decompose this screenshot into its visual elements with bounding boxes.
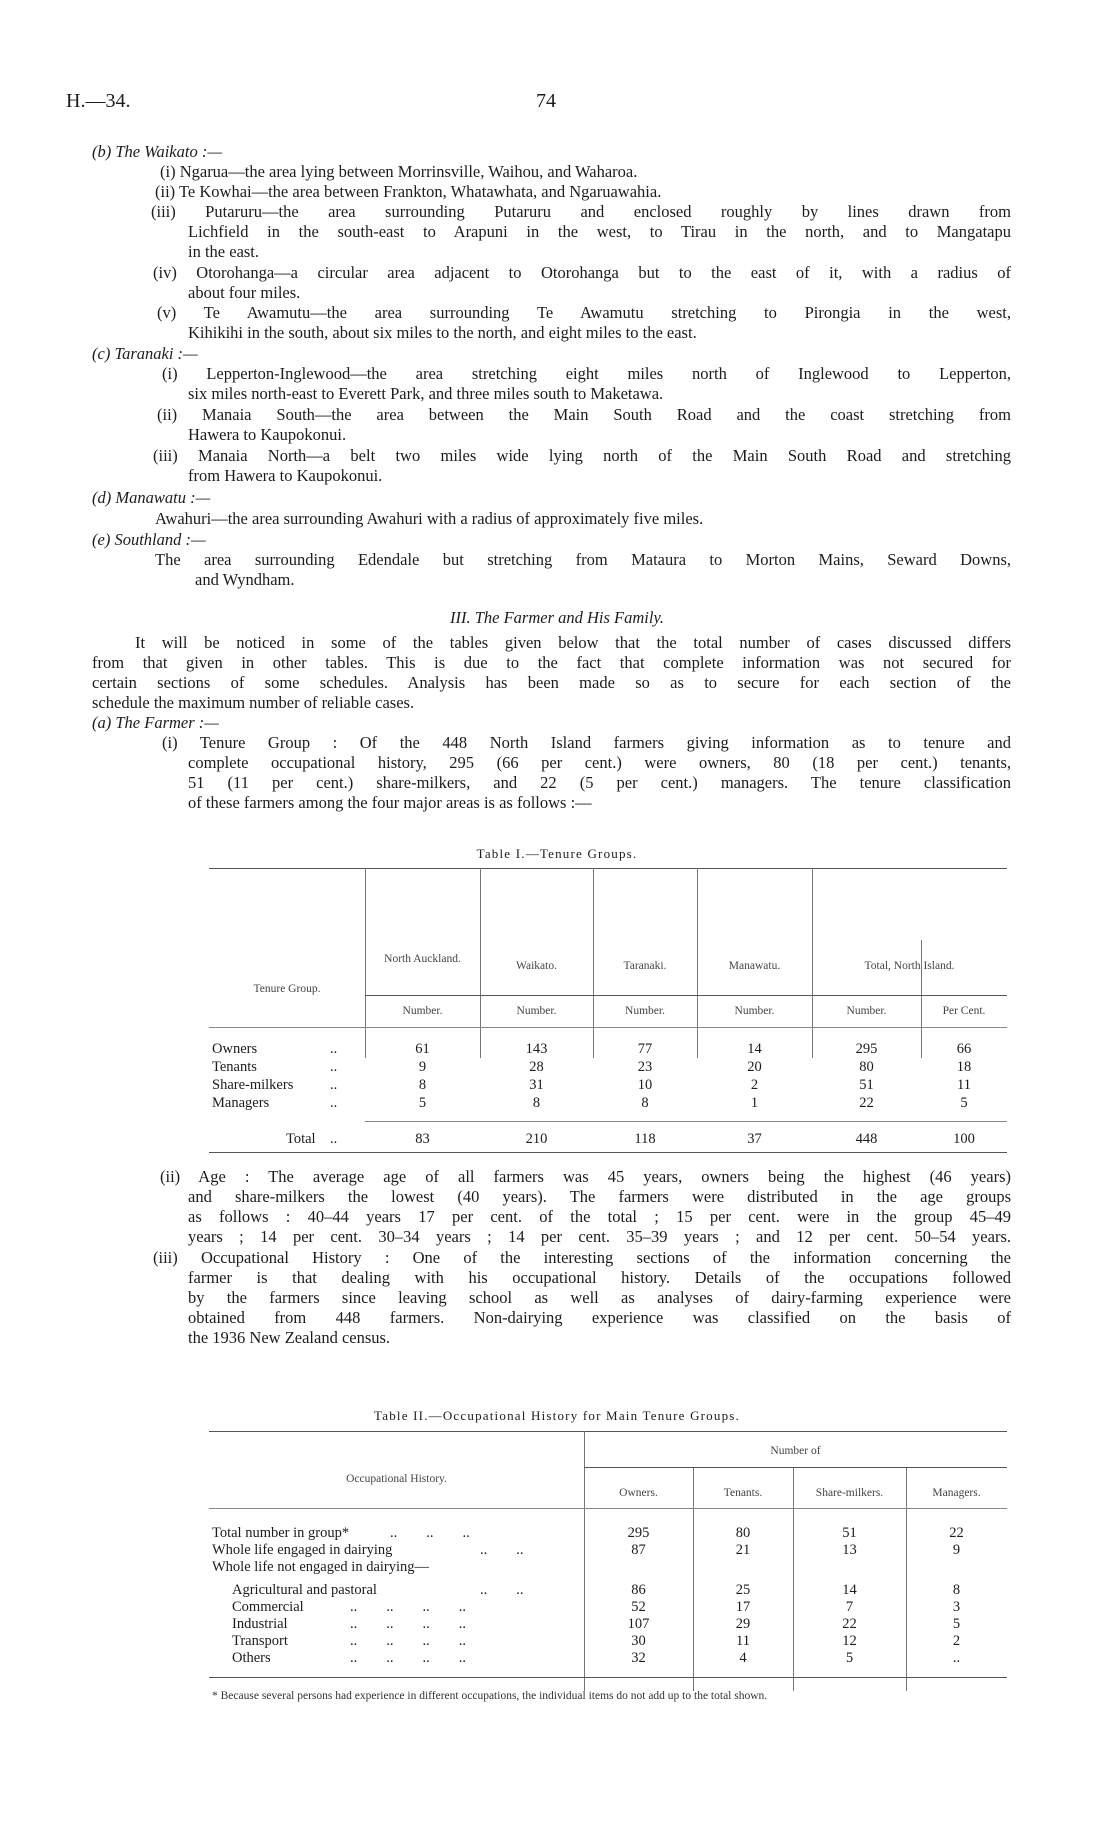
table-rule [209, 1027, 1007, 1028]
row-label: Owners [212, 1041, 258, 1057]
table-cell: 37 [747, 1131, 762, 1147]
row-label: Commercial [232, 1599, 304, 1615]
table-cell: 295 [855, 1041, 878, 1057]
waikato-heading: (b) The Waikato :— [92, 142, 223, 161]
table-rule [584, 1467, 1007, 1468]
occupation-paragraph-line: the 1936 New Zealand census. [188, 1328, 391, 1347]
table1-subheader: Number. [516, 1005, 557, 1017]
table-cell: 51 [859, 1077, 874, 1093]
report-reference: H.—34. [66, 90, 131, 112]
table-rule [209, 1677, 1007, 1678]
row-label: Managers [212, 1095, 270, 1111]
waikato-item: (ii) Te Kowhai—the area between Frankton, Whatawhata, and Ngaruawahia. [155, 182, 662, 201]
taranaki-item: from Hawera to Kaupokonui. [188, 466, 383, 485]
table1-header-tenure: Tenure Group. [253, 983, 321, 995]
table-cell: 10 [637, 1077, 653, 1093]
table-cell: 9 [952, 1542, 961, 1558]
section-title-text: III. The Farmer and His Family. [449, 608, 665, 627]
table-cell: 8 [641, 1095, 649, 1111]
table-cell: 80 [735, 1525, 751, 1541]
table-cell: 107 [627, 1616, 650, 1632]
table-cell: 28 [529, 1059, 544, 1075]
table-cell: 18 [956, 1059, 972, 1075]
table-cell: 100 [953, 1131, 975, 1147]
table2-subheader: Tenants. [723, 1487, 763, 1499]
age-paragraph-line: (ii) Age : The average age of all farmers was 45 years, owners being the highest (46 years) [160, 1167, 1011, 1186]
southland-text: The area surrounding Edendale but stretching from Mataura to Morton Mains, Seward Downs, [155, 550, 1011, 569]
table-cell: 20 [747, 1059, 762, 1075]
table-rule [365, 1121, 1007, 1122]
leader-dots: .. [330, 1095, 338, 1111]
table-cell: 23 [637, 1059, 653, 1075]
table-cell: 12 [842, 1633, 857, 1649]
leader-dots: .. .. .. .. [350, 1599, 466, 1615]
waikato-item: (iv) Otorohanga—a circular area adjacent to Otorohanga but to the east of it, with a radius of [153, 263, 1011, 282]
table-cell: 7 [845, 1599, 854, 1615]
occupation-paragraph-line: (iii) Occupational History : One of the interesting sections of the information concerning the [153, 1248, 1011, 1267]
table-cell: 17 [735, 1599, 751, 1615]
leader-dots: .. .. [480, 1582, 524, 1598]
row-label: Share-milkers [212, 1077, 294, 1093]
row-label: Industrial [232, 1616, 288, 1632]
table2-header-left: Occupational History. [346, 1473, 447, 1485]
table-cell: 1 [750, 1095, 759, 1111]
table-cell: 2 [750, 1077, 759, 1093]
leader-dots: .. [330, 1131, 338, 1147]
waikato-item: (v) Te Awamutu—the area surrounding Te Awamutu stretching to Pirongia in the west, [157, 303, 1011, 322]
table1-subheader: Number. [625, 1005, 665, 1017]
table-cell: 22 [859, 1095, 874, 1111]
taranaki-heading: (c) Taranaki :— [92, 344, 198, 363]
waikato-item: in the east. [188, 242, 260, 261]
table-cell: 22 [949, 1525, 964, 1541]
tenure-paragraph-line: of these farmers among the four major areas is as follows :— [188, 793, 592, 812]
waikato-item: (iii) Putaruru—the area surrounding Putaruru and enclosed roughly by lines drawn from [151, 202, 1011, 221]
waikato-item: Lichfield in the south-east to Arapuni in the west, to Tirau in the north, and to Mangatapu [188, 222, 1011, 241]
waikato-item: Kihikihi in the south, about six miles to the north, and eight miles to the east. [188, 323, 697, 342]
leader-dots: .. .. .. .. [350, 1650, 466, 1666]
table-cell: 14 [747, 1041, 762, 1057]
waikato-item: about four miles. [188, 283, 301, 302]
table-cell: 86 [631, 1582, 646, 1598]
table-cell: 22 [842, 1616, 857, 1632]
occupation-paragraph-line: farmer is that dealing with his occupational history. Details of the occupations followed [188, 1268, 1011, 1287]
table-cell: 2 [952, 1633, 961, 1649]
table-cell: 8 [532, 1095, 541, 1111]
section-title [0, 608, 1114, 628]
table-cell: 4 [739, 1650, 747, 1666]
waikato-item: (i) Ngarua—the area lying between Morrinsville, Waihou, and Waharoa. [160, 162, 638, 181]
table-rule [209, 1152, 1007, 1153]
table1-subheader: Per Cent. [942, 1005, 986, 1017]
table-cell: 8 [952, 1582, 961, 1598]
row-label: Total number in group* [212, 1525, 350, 1541]
row-label: Whole life not engaged in dairying— [212, 1559, 430, 1575]
taranaki-item: (i) Lepperton-Inglewood—the area stretching eight miles north of Inglewood to Lepperton, [162, 364, 1011, 383]
age-paragraph-line: as follows : 40–44 years 17 per cent. of the total ; 15 per cent. were in the group 45–49 [188, 1207, 1011, 1226]
taranaki-item: (iii) Manaia North—a belt two miles wide lying north of the Main South Road and stretching [153, 446, 1011, 465]
table1-header-col: Taranaki. [623, 960, 667, 972]
page-number: 74 [536, 90, 556, 112]
table2-caption: Table II.—Occupational History for Main Tenure Groups. [374, 1408, 740, 1423]
table2-subheader: Owners. [619, 1487, 658, 1499]
intro-paragraph-line: schedule the maximum number of reliable cases. [92, 693, 415, 712]
leader-dots: .. .. [480, 1542, 524, 1558]
tenure-paragraph-line: 51 (11 per cent.) share-milkers, and 22 (5 per cent.) managers. The tenure classification [188, 773, 1011, 792]
table-cell: 14 [842, 1582, 857, 1598]
table-rule [209, 1431, 1007, 1432]
leader-dots: .. [330, 1059, 338, 1075]
table-cell: 30 [631, 1633, 646, 1649]
leader-dots: .. [330, 1077, 338, 1093]
manawatu-text: Awahuri—the area surrounding Awahuri with a radius of approximately five miles. [155, 509, 704, 528]
table-cell: 11 [957, 1077, 971, 1093]
table-cell: 118 [634, 1131, 656, 1147]
table-cell: 5 [418, 1095, 427, 1111]
table-cell: 83 [415, 1131, 430, 1147]
row-label: Whole life engaged in dairying [212, 1542, 393, 1558]
table1-header-col: Manawatu. [728, 960, 781, 972]
intro-paragraph-line: It will be noticed in some of the tables given below that the total number of cases discussed differs [135, 633, 1011, 652]
table-cell: 61 [415, 1041, 430, 1057]
row-label: Agricultural and pastoral [232, 1582, 377, 1598]
table-cell: 80 [859, 1059, 874, 1075]
table1-caption: Table I.—Tenure Groups. [476, 846, 638, 861]
occupation-paragraph-line: obtained from 448 farmers. Non-dairying experience was classified on the basis of [188, 1308, 1011, 1327]
table-cell: 11 [736, 1633, 750, 1649]
table-cell: 8 [418, 1077, 427, 1093]
table1-subheader: Number. [734, 1005, 775, 1017]
table-cell: 143 [525, 1041, 548, 1057]
row-label: Others [232, 1650, 271, 1666]
table-cell: 32 [631, 1650, 646, 1666]
table-cell: .. [952, 1650, 961, 1666]
row-label: Transport [232, 1633, 288, 1649]
table-cell: 51 [842, 1525, 857, 1541]
leader-dots: .. .. .. .. [350, 1633, 466, 1649]
table1-subheader: Number. [846, 1005, 887, 1017]
manawatu-heading: (d) Manawatu :— [92, 488, 211, 507]
table-cell: 210 [525, 1131, 548, 1147]
table-cell: 448 [855, 1131, 878, 1147]
table1-header-col: North Auckland. [384, 953, 461, 965]
table-cell: 31 [529, 1077, 544, 1093]
table1-subheader: Number. [402, 1005, 443, 1017]
leader-dots: .. .. .. [390, 1525, 470, 1541]
leader-dots: .. [330, 1041, 338, 1057]
table2-subheader: Share-milkers. [815, 1487, 884, 1499]
table-cell: 52 [631, 1599, 646, 1615]
southland-text: and Wyndham. [195, 570, 295, 589]
table-cell: 3 [952, 1599, 961, 1615]
table-cell: 77 [637, 1041, 653, 1057]
age-paragraph-line: and share-milkers the lowest (40 years). The farmers were distributed in the age groups [188, 1187, 1011, 1206]
leader-dots: .. .. .. .. [350, 1616, 466, 1632]
tenure-paragraph-line: complete occupational history, 295 (66 per cent.) were owners, 80 (18 per cent.) tenants, [188, 753, 1011, 772]
table-cell: 9 [418, 1059, 427, 1075]
table-rule [209, 1508, 1007, 1509]
table2-footnote: * Because several persons had experience in different occupations, the individual items do not add up to the total shown. [212, 1690, 768, 1702]
table-cell: 87 [631, 1542, 646, 1558]
table1-header-col: Total, North Island. [864, 960, 955, 972]
table1-header-col: Waikato. [516, 960, 557, 972]
total-label: Total [286, 1131, 316, 1147]
table-cell: 29 [735, 1616, 751, 1632]
row-label: Tenants [212, 1059, 257, 1075]
table-cell: 66 [956, 1041, 972, 1057]
intro-paragraph-line: certain sections of some schedules. Analysis has been made so as to secure for each section of the [92, 673, 1011, 692]
taranaki-item: six miles north-east to Everett Park, and three miles south to Maketawa. [188, 384, 664, 403]
table-rule [209, 868, 1007, 869]
taranaki-item: (ii) Manaia South—the area between the Main South Road and the coast stretching from [157, 405, 1011, 424]
age-paragraph-line: years ; 14 per cent. 30–34 years ; 14 per cent. 35–39 years ; and 12 per cent. 50–54 years. [188, 1227, 1011, 1246]
table-rule [365, 995, 1007, 996]
table-cell: 5 [845, 1650, 854, 1666]
table-cell: 295 [627, 1525, 650, 1541]
southland-heading: (e) Southland :— [92, 530, 206, 549]
table2-header-group: Number of [770, 1445, 821, 1457]
occupation-paragraph-line: by the farmers since leaving school as well as analyses of dairy-farming experience were [188, 1288, 1011, 1307]
taranaki-item: Hawera to Kaupokonui. [188, 425, 347, 444]
farmer-heading: (a) The Farmer :— [92, 713, 219, 732]
intro-paragraph-line: from that given in other tables. This is due to the fact that complete information was not secured for [92, 653, 1011, 672]
table-cell: 5 [952, 1616, 961, 1632]
table2-subheader: Managers. [932, 1487, 981, 1499]
table-cell: 5 [960, 1095, 968, 1111]
table-cell: 21 [735, 1542, 751, 1558]
tenure-paragraph-line: (i) Tenure Group : Of the 448 North Island farmers giving information as to tenure and [162, 733, 1011, 752]
table-cell: 25 [735, 1582, 751, 1598]
table-cell: 13 [842, 1542, 857, 1558]
